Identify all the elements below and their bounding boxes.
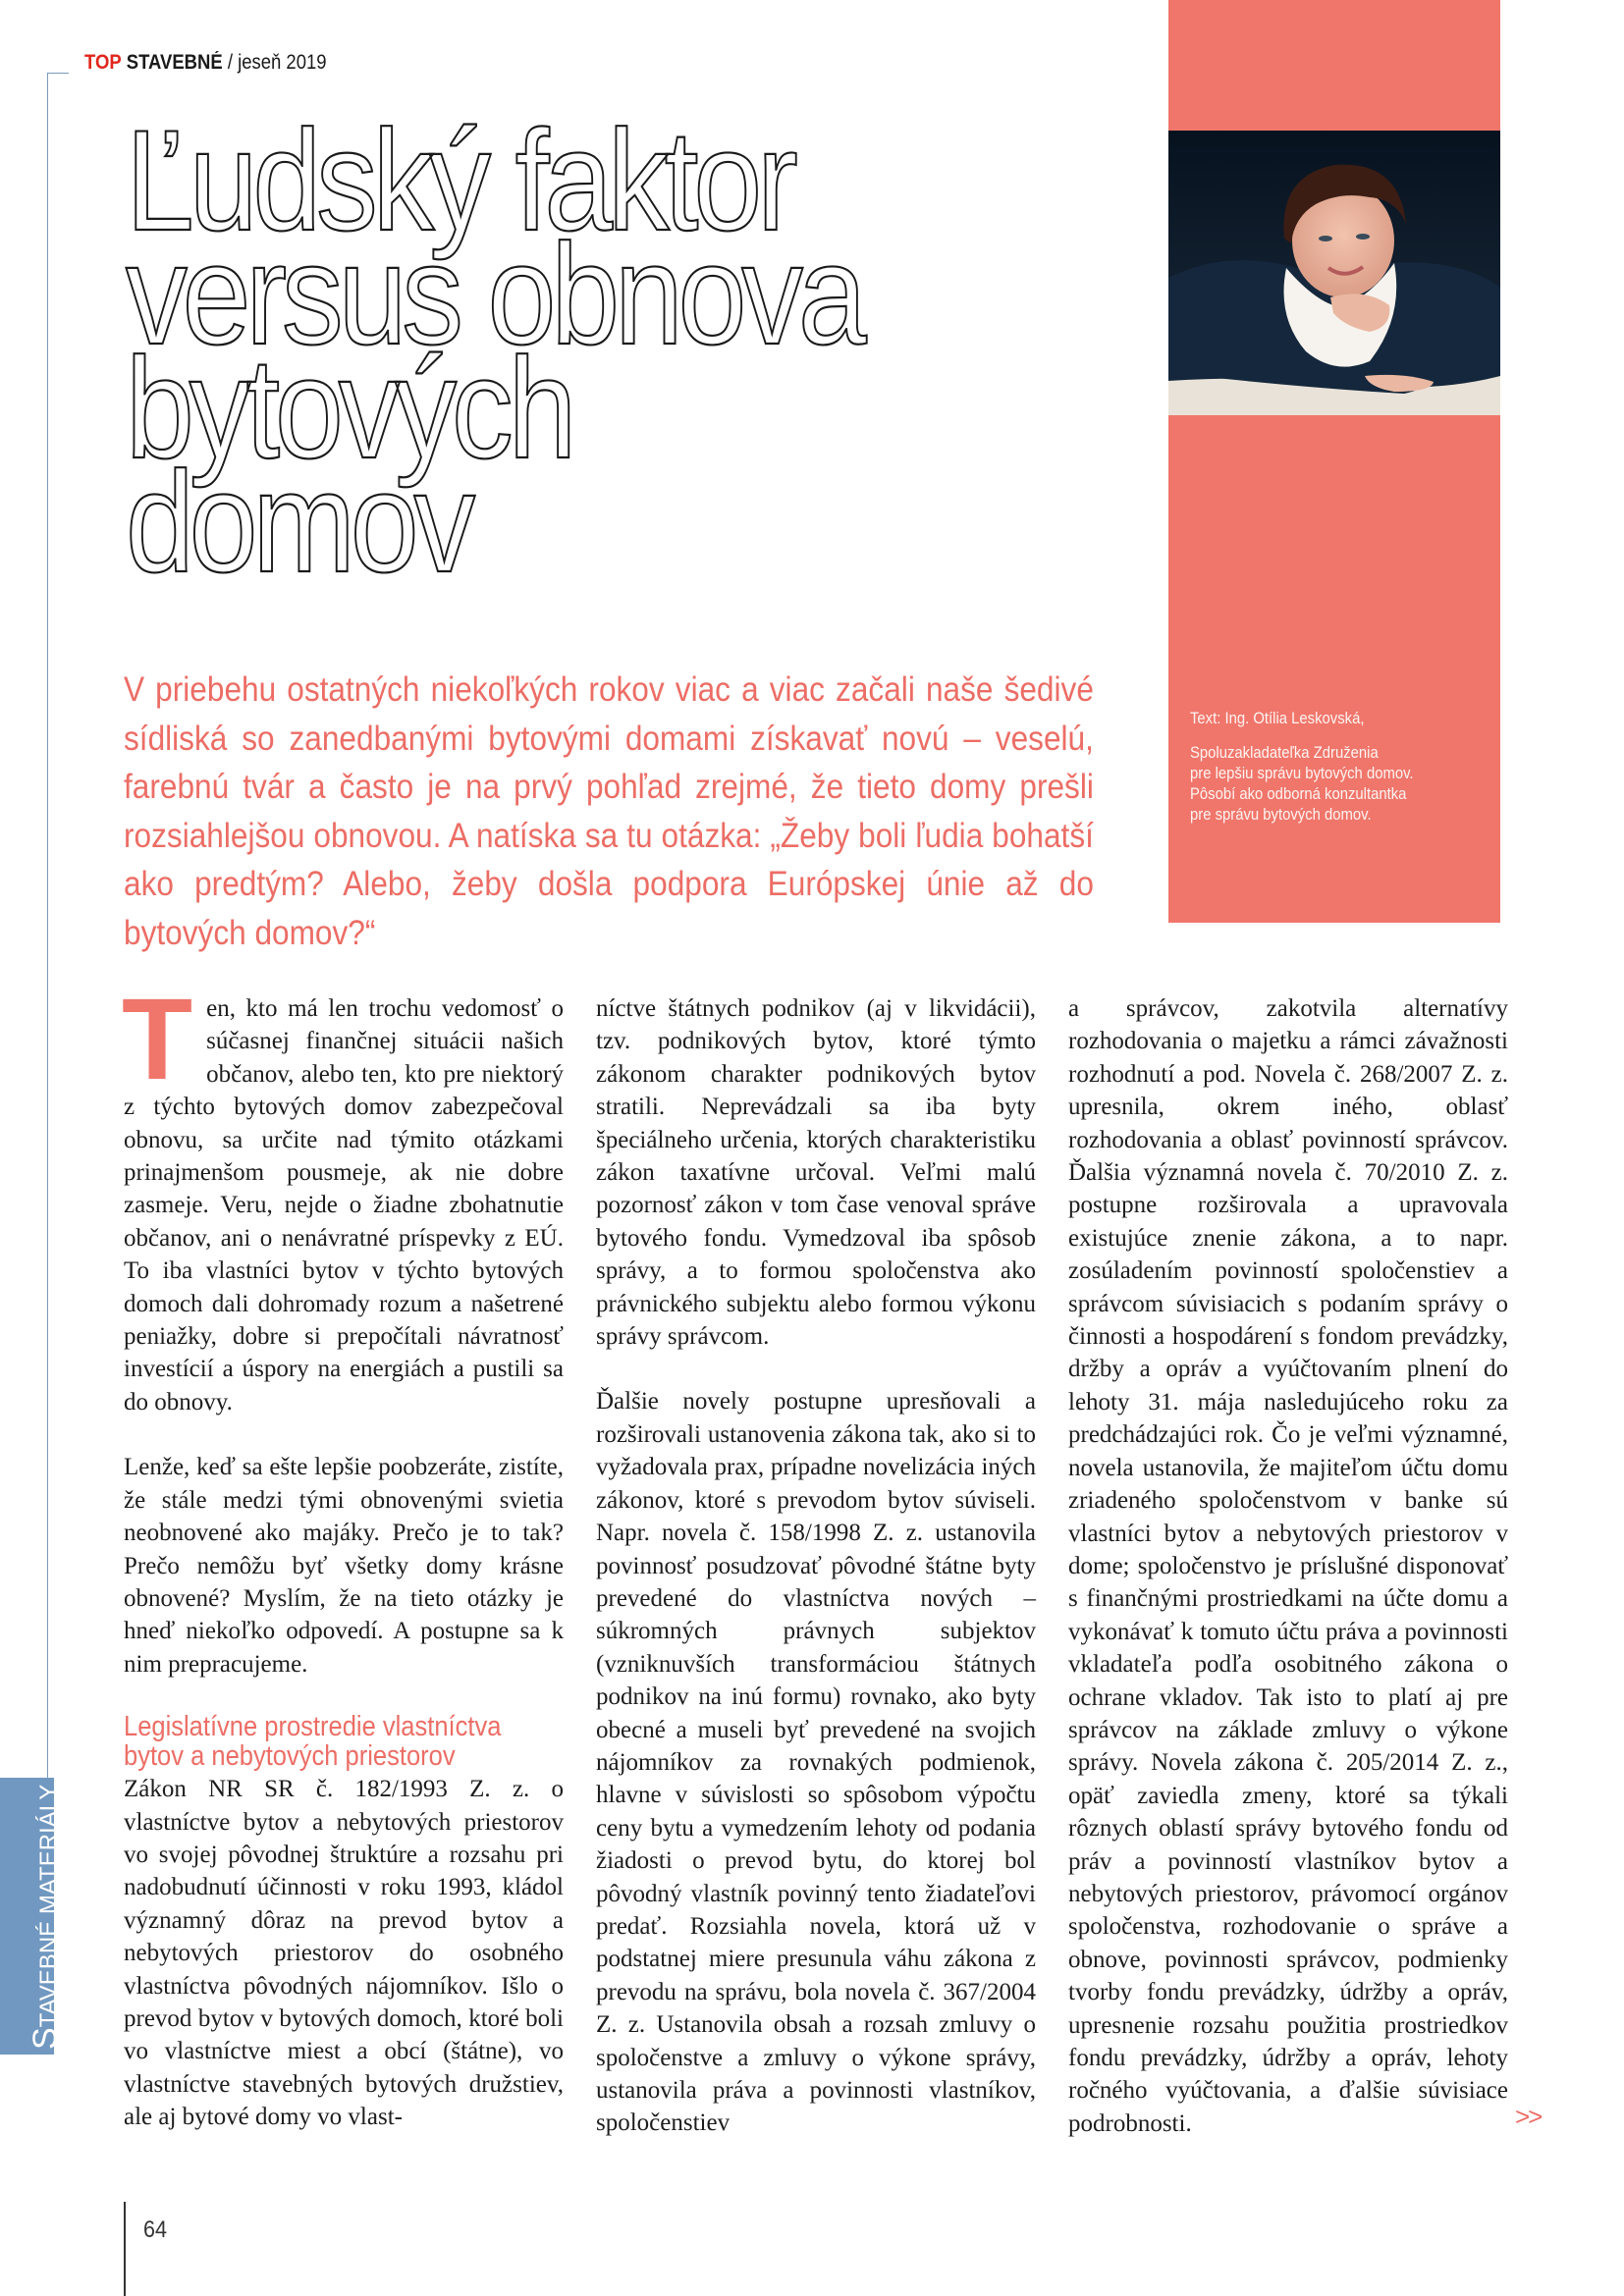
- paragraph: a správcov, zakotvila alternatívy rozhodovania o majetku a rámci závažnosti rozhodnutí a pod. Novela č. 268/2007 Z. z. upresnila, okrem iného, oblasť rozhodovania a oblasť povinností správcov. Ďalšia významná novela č. 70/2010 Z. z. postupne rozširovala a upravovala existujúce znenie zákona, a to napr. zosúladením povinností spoločenstiev a správcom súvisiacich s podaním správy o činnosti a hospodárení s fondom prevádzky, držby a opráv a vyúčtovaním plnení do lehoty 31. mája nasledujúceho roku za predchádzajúci rok. Čo je veľmi významné, novela ustanovila, že majiteľom účtu domu zriadeného spoločenstvom v banke sú vlastníci bytov a nebytových priestorov v dome; spoločenstvo je príslušné disponovať s finančnými prostriedkami na účte domu a vykonávať k tomuto účtu práva a povinnosti vkladateľa podľa osobitného zákona o ochrane vkladov. Tak isto to platí aj pre správcov na základe zmluvy o výkone správy. Novela zákona č. 205/2014 Z. z., opäť zaviedla zmeny, ktoré sa týkali rôznych oblastí správy bytového fondu od práv a povinností vlastníkov bytov a nebytových priestorov, právomocí orgánov spoločenstva, rozhodovanie o správe a obnove, povinnosti správcov, podmienky tvorby fondu prevádzky, údržby a opráv, upresnenie rozsahu použitia prostriedkov fondu prevádzky, údržby a opráv, lehoty ročného vyúčtovania, a ďalšie súvisiace podrobnosti.: [1068, 995, 1508, 2137]
- title-line: bytových: [126, 328, 572, 488]
- paragraph: Lenže, keď sa ešte lepšie poobzeráte, zistíte, že stále medzi tými obnovenými svietia neobnovené ako majáky. Prečo je to tak? Prečo nemôžu byť všetky domy krásne obnovené? Myslím, že na tieto otázky je hneď niekoľko odpovedí. A postupne sa k nim prepracujeme.: [124, 1454, 564, 1678]
- author-bio-line: pre lepšiu správu bytových domov.: [1190, 765, 1414, 782]
- drop-cap: T: [122, 975, 193, 1104]
- running-head: [84, 51, 327, 75]
- continue-arrow-icon[interactable]: >>: [1515, 2102, 1542, 2131]
- article-lead: V priebehu ostatných niekoľkých rokov viac a viac začali naše šedivé sídliská so zanedbanými bytovými domami získavať novú – veselú, farebnú tvár a často je na prvý pohľad zrejmé, že tieto domy prešli rozsiahlejšou obnovou. A natíska sa tu otázka: „Žeby boli ľudia bohatší ako predtým? Alebo, žeby došla podpora Európskej únie až do bytových domov?“: [124, 669, 1094, 952]
- author-credit: Text: Ing. Otília Leskovská,: [1190, 710, 1365, 727]
- section-tab-label: [27, 1785, 65, 2050]
- subheading-line: Legislatívne prostredie vlastníctva: [124, 1711, 502, 1743]
- footer-rule: [124, 2202, 126, 2296]
- section-tab-text: TAVEBNÉ MATERIÁLY: [35, 1784, 62, 2028]
- author-photo: [1168, 131, 1500, 415]
- author-bio-line: pre správu bytových domov.: [1190, 806, 1372, 824]
- author-bio-line: Spoluzakladateľka Združenia: [1190, 744, 1379, 762]
- subheading-line: bytov a nebytových priestorov: [124, 1740, 456, 1773]
- body-column-1: [122, 975, 564, 2134]
- section-tab-initial: S: [27, 2027, 64, 2050]
- body-column-3: [1068, 992, 1508, 2140]
- issue-label: / jeseň 2019: [227, 51, 327, 74]
- author-bio-line: Pôsobí ako odborná konzultantka: [1190, 785, 1407, 803]
- section-subheading: [124, 1712, 511, 1771]
- paragraph: níctve štátnych podnikov (aj v likvidácii), tzv. podnikových bytov, ktoré týmto zákonom charakter podnikových bytov stratili. Neprevádzali sa iba byty špeciálneho určenia, ktorých charakteristiku zákon taxatívne určoval. Veľmi malú pozornosť zákon v tom čase venoval správe bytového fondu. Vymedzoval iba spôsob správy, a to formou spoločenstva ako právnického subjektu alebo formou výkonu správy správcom.: [596, 995, 1036, 1351]
- paragraph-text: en, kto má len trochu vedomosť o súčasnej finančnej situácii našich občanov, alebo ten, kto pre niektorý z týchto bytových domov zabezpečoval obnovu, sa určite nad týmito otázkami prinajmenšom pousmeje, ak nie dobre zasmeje. Veru, nejde o žiadne zbohatnutie občanov, ani o nenávratné príspevky z EÚ. To iba vlastníci bytov v týchto bytových domoch dali dohromady rozum a našetrené peniažky, dobre si prepočítali návratnosť investícií a úspory na energiách a pustili sa do obnovy.: [124, 995, 564, 1415]
- portrait-image: [1168, 131, 1500, 415]
- title-line: Ľudský faktor: [126, 100, 793, 260]
- brand-top: TOP: [84, 51, 122, 74]
- page-number: 64: [143, 2216, 168, 2243]
- article-title: [126, 100, 970, 602]
- body-column-2: [596, 992, 1036, 2140]
- title-line: domov: [126, 442, 471, 602]
- brand-magazine: STAVEBNÉ: [126, 51, 223, 74]
- header-rule: [47, 73, 69, 74]
- paragraph: [122, 975, 564, 1418]
- author-caption: [1190, 709, 1455, 826]
- paragraph: Zákon NR SR č. 182/1993 Z. z. o vlastníctve bytov a nebytových priestorov vo svojej pôvodnej štruktúre a rozsahu pri nadobudnutí účinnosti v roku 1993, kládol významný dôraz na prevod bytov a nebytových priestorov do osobného vlastníctva pôvodných nájomníkov. Išlo o prevod bytov v bytových domoch, ktoré boli vo vlastníctve miest a obcí (štátne), vo vlastníctve stavebných bytových družstiev, ale aj bytové domy vo vlast-: [124, 1776, 564, 2131]
- title-line: versus obnova: [126, 214, 862, 374]
- margin-rule: [47, 73, 48, 1810]
- paragraph: Ďalšie novely postupne upresňovali a rozširovali ustanovenia zákona tak, ako si to vyžadovala prax, prípadne novelizácia iných zákonov, ktoré s prevodom bytov súviseli. Napr. novela č. 158/1998 Z. z. ustanovila povinnosť posudzovať pôvodné štátne byty prevedené do vlastníctva nových – súkromných právnych subjektov (vzniknuvších transformáciou štátnych podnikov na inú formu) rovnako, ako byty obecné a museli byť prevedené na svojich nájomníkov za rovnakých podmienok, hlavne v súvislosti so spôsobom výpočtu ceny bytu a vymedzením lehoty od podania žiadosti o prevod bytu, do ktorej bol pôvodný vlastník povinný tento žiadateľovi predať. Rozsiahla novela, ktorá už v podstatnej miere presunula váhu zákona z prevodu na správu, bola novela č. 367/2004 Z. z. Ustanovila obsah a rozsah zmluvy o spoločenstve a zmluvy o výkone správy, ustanovila práva a povinnosti vlastníkov, spoločenstiev: [596, 1388, 1036, 2137]
